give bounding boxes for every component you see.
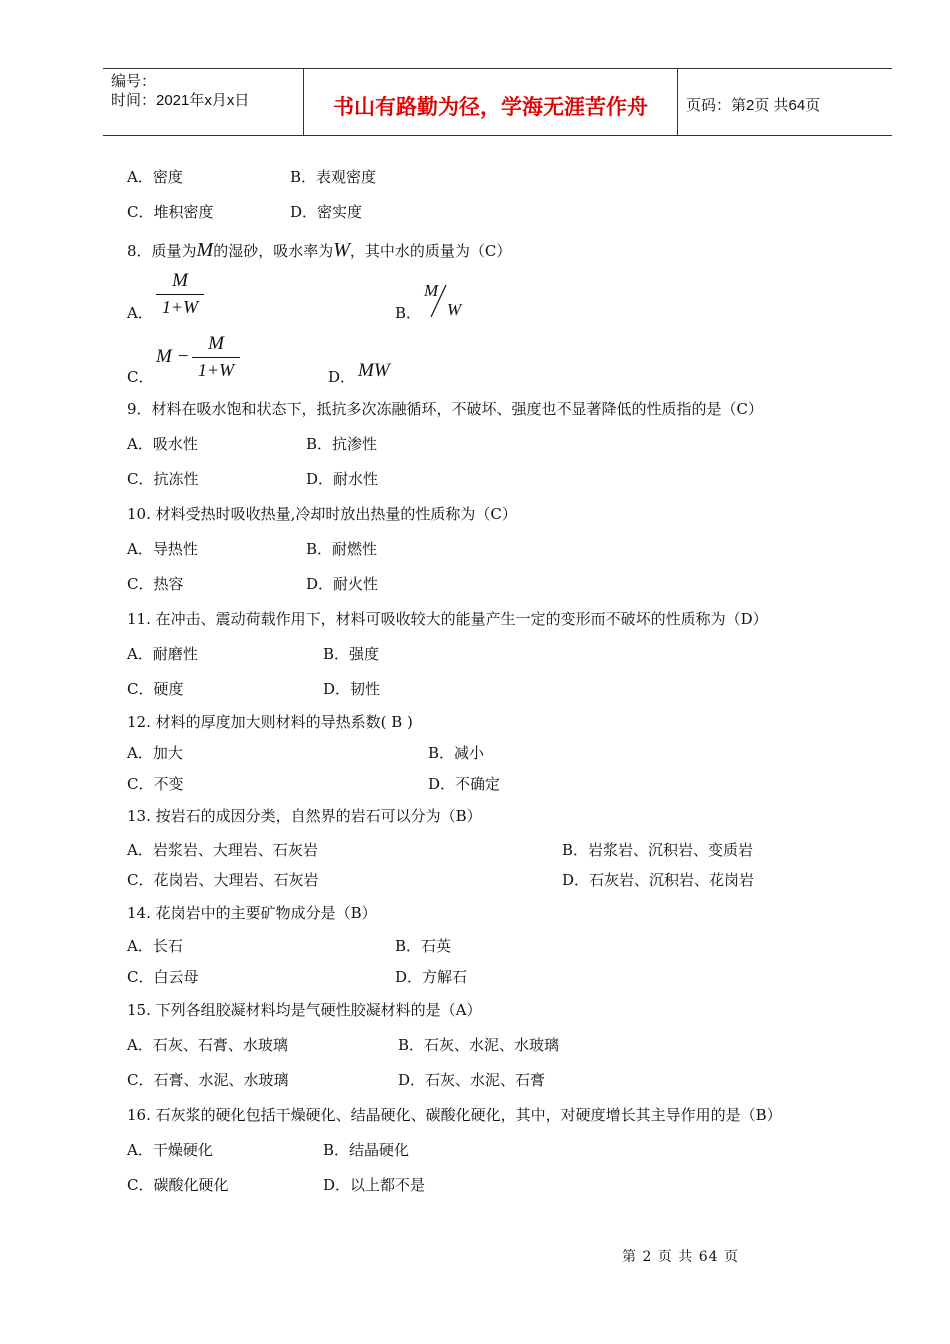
option-a: A．长石 xyxy=(127,937,183,955)
option-b: B． xyxy=(395,304,422,322)
option-c: C．碳酸化硬化 xyxy=(127,1176,229,1194)
question-stem: 10. 材料受热时吸收热量,冷却时放出热量的性质称为（C） xyxy=(127,505,517,523)
option-b: B．结晶硬化 xyxy=(323,1141,410,1159)
option-c: C．花岗岩、大理岩、石灰岩 xyxy=(127,871,319,889)
expr-prefix: M − xyxy=(156,346,190,367)
option-a: A．加大 xyxy=(127,744,183,762)
option-c: C．石膏、水泥、水玻璃 xyxy=(127,1071,289,1089)
option-a: A．岩浆岩、大理岩、石灰岩 xyxy=(127,841,318,859)
option-a: A． xyxy=(127,304,153,322)
option-b: B．表观密度 xyxy=(290,168,377,186)
option-b: B．岩浆岩、沉积岩、变质岩 xyxy=(562,841,754,859)
header-meta xyxy=(111,72,249,110)
question-stem: 15. 下列各组胶凝材料均是气硬性胶凝材料的是（A） xyxy=(127,1001,482,1019)
option-a: A．导热性 xyxy=(127,540,198,558)
stem-text: 8．质量为 xyxy=(127,242,197,260)
time-label: 时间：2021年x月x日 xyxy=(111,92,250,109)
option-a: A．密度 xyxy=(127,168,183,186)
question-stem: 16. 石灰浆的硬化包括干燥硬化、结晶硬化、碳酸化硬化，其中，对硬度增长其主导作用的是（B） xyxy=(127,1106,782,1124)
option-d: D．方解石 xyxy=(395,968,468,986)
option-a: A．干燥硬化 xyxy=(127,1141,213,1159)
option-b: B．耐燃性 xyxy=(306,540,378,558)
option-b: B．石灰、水泥、水玻璃 xyxy=(398,1036,560,1054)
option-d: D．耐水性 xyxy=(306,470,379,488)
option-c: C．白云母 xyxy=(127,968,199,986)
question-stem: 12. 材料的厚度加大则材料的导热系数( B ) xyxy=(127,713,413,731)
stem-text: 的湿砂，吸水率为 xyxy=(213,242,334,260)
option-c: C．热容 xyxy=(127,575,184,593)
option-d: D．耐火性 xyxy=(306,575,379,593)
option-c: C．堆积密度 xyxy=(127,203,214,221)
option-d: D．石灰、水泥、石膏 xyxy=(398,1071,546,1089)
page-footer: 第 2 页 共 64 页 xyxy=(622,1249,739,1265)
option-d: D．以上都不是 xyxy=(323,1176,426,1194)
option-a: A．石灰、石膏、水玻璃 xyxy=(127,1036,288,1054)
variable-m: M xyxy=(196,239,214,261)
expr-m: M xyxy=(424,281,439,300)
expr-w: W xyxy=(447,300,462,319)
header-divider xyxy=(677,69,678,135)
option-c: C．硬度 xyxy=(127,680,184,698)
option-d: D．密实度 xyxy=(290,203,363,221)
option-c: C．不变 xyxy=(127,775,184,793)
option-b: B．抗渗性 xyxy=(306,435,378,453)
question-stem: 11. 在冲击、震动荷载作用下，材料可吸收较大的能量产生一定的变形而不破坏的性质称为（D） xyxy=(127,610,768,628)
option-c: C． xyxy=(127,368,154,386)
question-stem xyxy=(127,240,511,261)
numerator: M xyxy=(208,333,224,354)
question-stem: 14. 花岗岩中的主要矿物成分是（B） xyxy=(127,904,377,922)
stem-text: ，其中水的质量为（C） xyxy=(349,242,512,260)
option-d: D． xyxy=(328,368,356,386)
option-d: D．石灰岩、沉积岩、花岗岩 xyxy=(562,871,755,889)
fraction-bar xyxy=(156,294,204,295)
option-b: B．石英 xyxy=(395,937,452,955)
option-d: D．不确定 xyxy=(428,775,501,793)
header-motto: 书山有路勤为径，学海无涯苦作舟 xyxy=(333,96,648,119)
numerator: M xyxy=(172,270,188,291)
expr-mw: MW xyxy=(358,360,390,381)
denominator: 1+W xyxy=(161,297,199,317)
fraction-a xyxy=(156,270,204,318)
fraction-c xyxy=(192,333,240,381)
question-stem: 13. 按岩石的成因分类，自然界的岩石可以分为（B） xyxy=(127,807,482,825)
option-d: D．韧性 xyxy=(323,680,381,698)
option-a: A．耐磨性 xyxy=(127,645,198,663)
option-b: B．减小 xyxy=(428,744,485,762)
option-b: B．强度 xyxy=(323,645,380,663)
page-header xyxy=(103,68,892,136)
option-a: A．吸水性 xyxy=(127,435,198,453)
denominator: 1+W xyxy=(197,360,235,380)
variable-w: W xyxy=(333,239,350,261)
header-page-info: 页码：第2页 共64页 xyxy=(686,97,821,114)
question-stem: 9．材料在吸水饱和状态下，抵抗多次冻融循环，不破坏、强度也不显著降低的性质指的是（C） xyxy=(127,400,764,418)
number-label: 编号： xyxy=(111,73,157,90)
option-c: C．抗冻性 xyxy=(127,470,199,488)
fraction-bar xyxy=(192,357,240,358)
